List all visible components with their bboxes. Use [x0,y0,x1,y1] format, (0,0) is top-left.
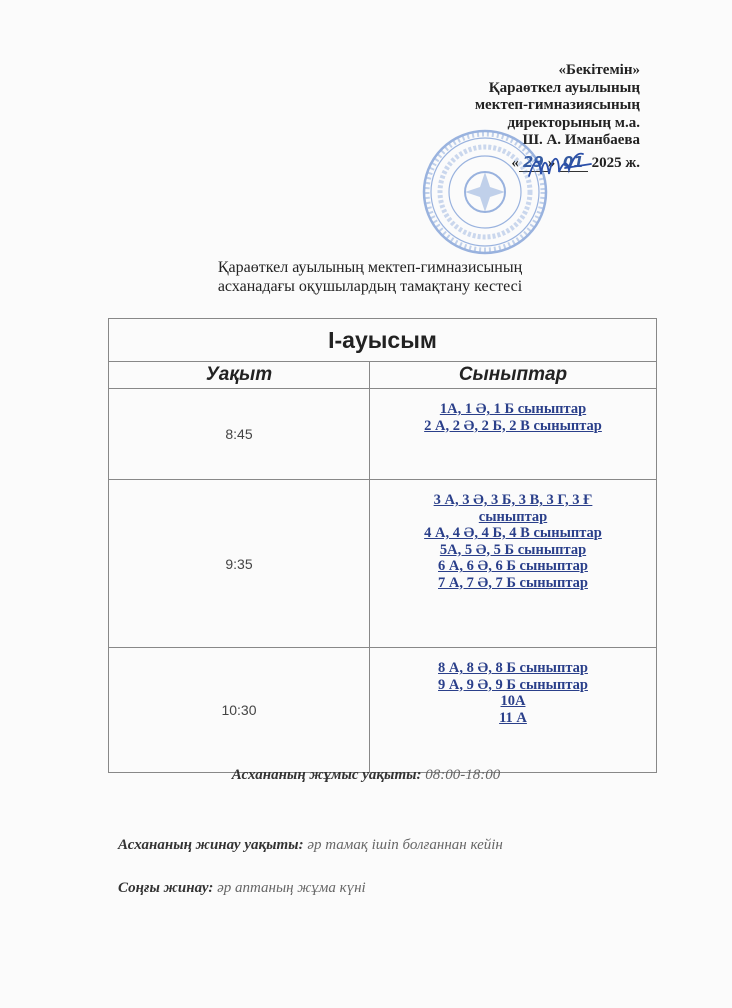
approval-heading: «Бекітемін» [558,62,640,78]
classes-cell [370,480,657,648]
table-row [109,648,657,773]
meal-schedule-table [108,318,657,773]
final-cleaning-value: әр аптаның жұма күні [213,880,366,896]
document-title [180,258,560,296]
date-month: 01 [559,154,588,173]
cleaning-time-value: әр тамақ ішіп болғаннан кейін [303,837,503,853]
shift-header: I-ауысым [109,319,657,362]
working-hours-value: 08:00-18:00 [421,767,501,783]
time-cell: 9:35 [109,480,370,648]
time-cell: 10:30 [109,648,370,773]
final-cleaning-label: Соңғы жинау: [118,880,214,896]
cleaning-time-label: Асхананың жинау уақыты: [118,837,304,853]
approval-line: директорының м.а. [507,114,640,131]
table-row [109,480,657,648]
working-hours-label: Асхананың жұмыс уақыты: [231,767,422,783]
class-group: 5А, 5 Ә, 5 Б сыныптар [439,541,587,558]
column-header-classes: Сыныптар [370,362,657,389]
column-header-time: Уақыт [109,362,370,389]
approval-line: мектеп-гимназиясының [474,97,640,113]
class-group: 3 А, 3 Ә, 3 Б, 3 В, 3 Г, 3 Ғ [433,492,593,508]
class-group: 1А, 1 Ә, 1 Б сыныптар [439,401,587,417]
class-group: сыныптар [478,508,548,525]
date-quote-close: » [547,154,556,171]
class-group: 11 А [499,709,527,726]
class-group: 7 А, 7 Ә, 7 Б сыныптар [438,574,588,591]
date-quote-open: « [511,154,519,171]
classes-cell [370,648,657,773]
classes-cell [370,389,657,480]
title-line: Қараөткел ауылының мектеп-гимназисының [217,259,523,276]
title-line: асханадағы оқушылардың тамақтану кестесі [217,278,523,295]
class-group: 2 А, 2 Ә, 2 Б, 2 В сыныптар [424,417,602,434]
approval-line: Қараөткел ауылының [488,79,640,96]
signature [525,148,595,184]
class-group: 9 А, 9 Ә, 9 Б сыныптар [438,676,588,693]
class-group: 6 А, 6 Ә, 6 Б сыныптар [438,558,588,574]
class-group: 8 А, 8 Ә, 8 Б сыныптар [438,660,588,676]
final-cleaning-note [118,880,366,897]
class-group: 10А [500,693,526,709]
class-group: 4 А, 4 Ә, 4 Б, 4 В сыныптар [424,525,602,541]
working-hours-note [0,767,732,784]
school-seal-stamp [420,127,550,257]
time-cell: 8:45 [109,389,370,480]
cleaning-time-note [118,837,503,854]
approval-signer: Ш. А. Иманбаева [522,132,640,148]
table-row [109,389,657,480]
date-day: 29 [519,154,548,173]
date-year: 2025 ж. [591,154,640,171]
